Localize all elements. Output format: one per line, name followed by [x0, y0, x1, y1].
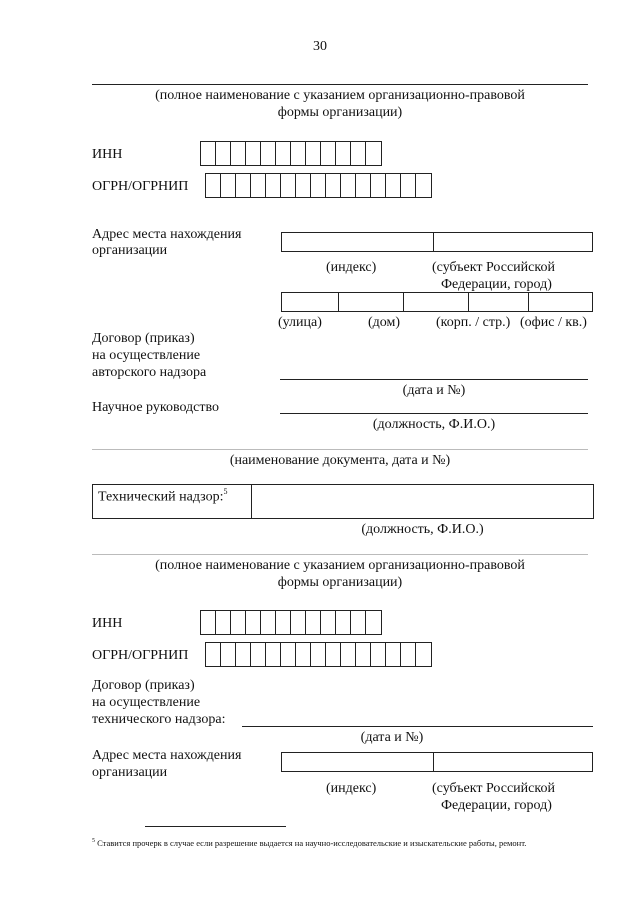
index-caption: (индекс): [326, 260, 377, 275]
tech-supervision-field[interactable]: [252, 485, 593, 518]
street-caption: (улица): [278, 315, 322, 330]
address-index-subject-boxes[interactable]: [281, 232, 593, 252]
building-caption: (корп. / стр.): [436, 315, 511, 330]
contract2-date-line[interactable]: [242, 726, 593, 727]
contract-label-line3: авторского надзора: [92, 365, 207, 380]
inn-label: ИНН: [92, 147, 123, 162]
contract2-label-line2: на осуществление: [92, 695, 201, 710]
ogrn2-cells[interactable]: [205, 642, 432, 667]
subject-box[interactable]: [434, 233, 592, 251]
contract-label-line2: на осуществление: [92, 348, 201, 363]
office-caption: (офис / кв.): [520, 315, 587, 330]
tech-supervision-label: Технический надзор:: [98, 489, 224, 505]
organization2-caption-line1: (полное наименование с указанием организационно-правовой: [155, 558, 525, 573]
inn-cells[interactable]: [200, 141, 382, 166]
address2-label-line1: Адрес места нахождения: [92, 748, 242, 763]
inn2-label: ИНН: [92, 616, 123, 631]
street-box[interactable]: [282, 293, 339, 311]
subject-caption-line1: (субъект Российской: [432, 260, 555, 275]
date-number2-caption: (дата и №): [360, 730, 424, 745]
subject2-caption-line2: Федерации, город): [441, 798, 552, 813]
contract2-label-line1: Договор (приказ): [92, 678, 195, 693]
footnote-text: Ставится прочерк в случае если разрешение выдается на научно-исследовательские и изыскательские работы, ремонт.: [97, 837, 527, 848]
address-label-line1: Адрес места нахождения: [92, 227, 242, 242]
office-box-b[interactable]: [529, 293, 592, 311]
index-box[interactable]: [282, 233, 434, 251]
index2-box[interactable]: [282, 753, 434, 771]
ogrn-label: ОГРН/ОГРНИП: [92, 179, 189, 194]
organization-name-line[interactable]: [92, 84, 588, 85]
subject2-caption-line1: (субъект Российской: [432, 781, 555, 796]
subject2-box[interactable]: [434, 753, 592, 771]
address2-index-subject-boxes[interactable]: [281, 752, 593, 772]
house-box[interactable]: [339, 293, 404, 311]
tech-supervision-footnote-mark: 5: [223, 487, 228, 496]
tech-supervision-label-cell: [93, 485, 252, 518]
address2-label-line2: организации: [92, 765, 168, 780]
organization2-caption-line2: формы организации): [277, 575, 403, 590]
house-caption: (дом): [368, 315, 401, 330]
ogrn-cells[interactable]: [205, 173, 432, 198]
organization2-name-line[interactable]: [92, 554, 588, 555]
address-label-line2: организации: [92, 243, 168, 258]
contract2-label-line3: технического надзора:: [92, 712, 226, 727]
address-street-boxes[interactable]: [281, 292, 593, 312]
building-box[interactable]: [404, 293, 469, 311]
ogrn2-label: ОГРН/ОГРНИП: [92, 648, 189, 663]
tech-supervision-box: [92, 484, 594, 519]
subject-caption-line2: Федерации, город): [441, 277, 552, 292]
index2-caption: (индекс): [326, 781, 377, 796]
tech-position-caption: (должность, Ф.И.О.): [361, 522, 484, 537]
office-box-a[interactable]: [469, 293, 529, 311]
position-caption: (должность, Ф.И.О.): [372, 417, 496, 432]
organization-caption-line1: (полное наименование с указанием организационно-правовой: [155, 88, 525, 103]
footnote: [92, 836, 594, 849]
footnote-mark: 5: [92, 838, 95, 844]
contract-date-line[interactable]: [280, 379, 588, 380]
footnote-separator: [145, 826, 286, 827]
organization-caption-line2: формы организации): [277, 105, 403, 120]
document-caption: (наименование документа, дата и №): [229, 453, 451, 468]
date-number-caption: (дата и №): [402, 383, 466, 398]
document-line[interactable]: [92, 449, 588, 450]
page-number: 30: [313, 39, 327, 54]
contract-label-line1: Договор (приказ): [92, 331, 195, 346]
science-line[interactable]: [280, 413, 588, 414]
science-label: Научное руководство: [92, 400, 220, 415]
inn2-cells[interactable]: [200, 610, 382, 635]
